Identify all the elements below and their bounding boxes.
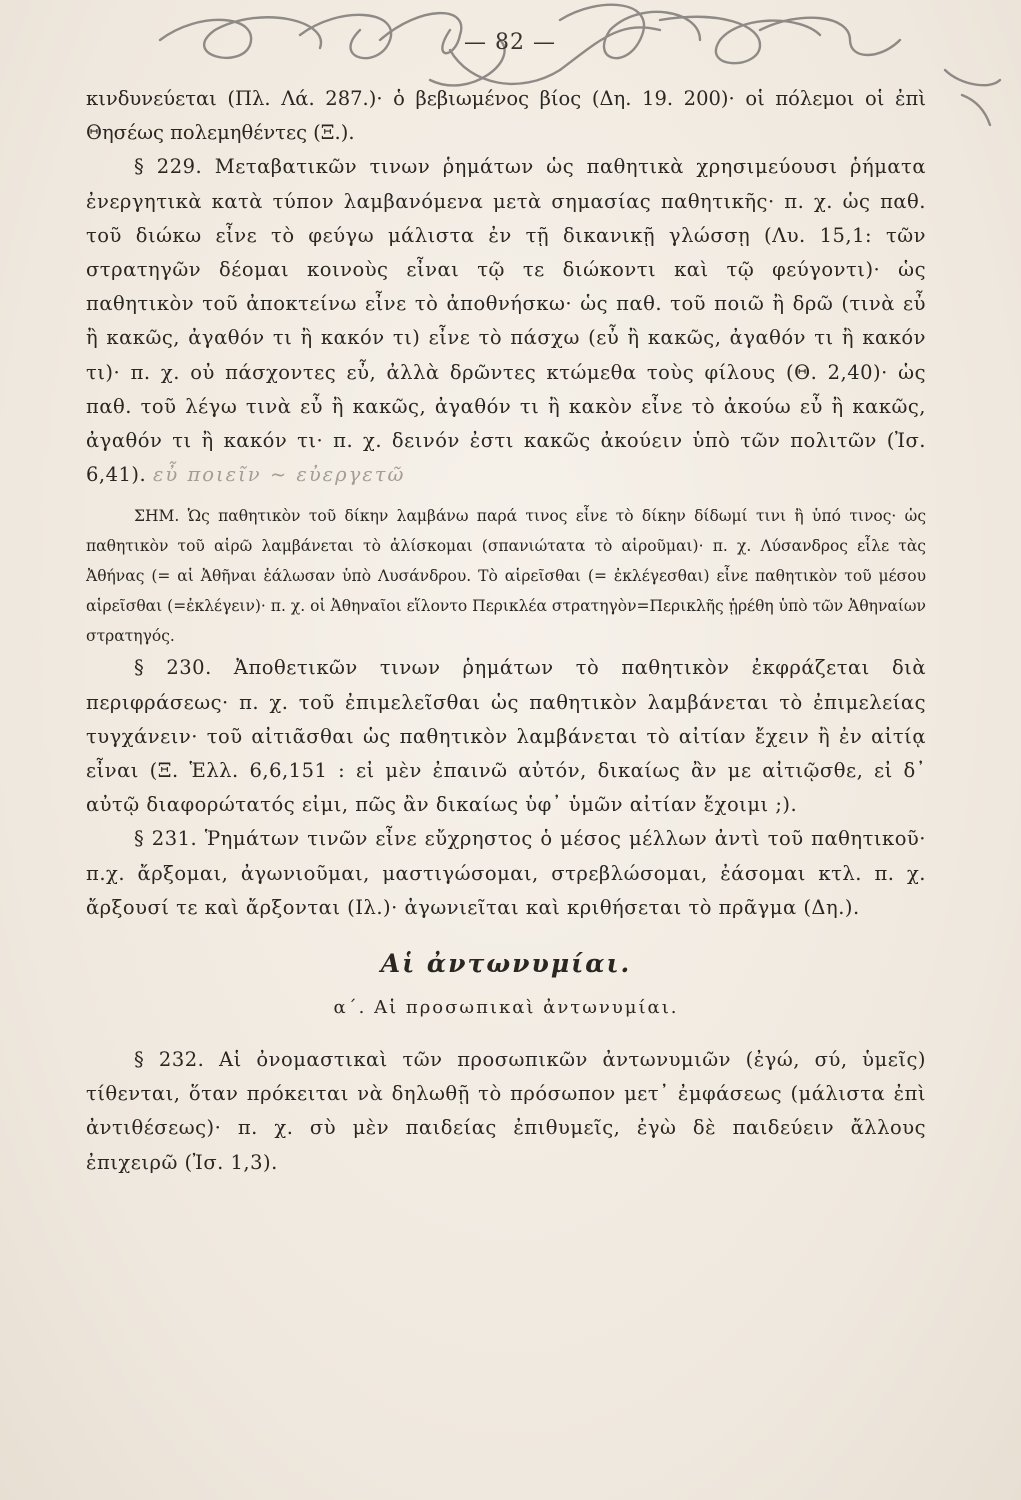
- subheading: α΄. Αἱ προσωπικαὶ ἀντωνυμίαι.: [333, 997, 679, 1019]
- section-232: § 232. Αἱ ὀνομαστικαὶ τῶν προσωπικῶν ἀντωνυμιῶν (ἐγώ, σύ, ὑμεῖς) τίθενται, ὅταν πρόκειται νὰ δηλωθῇ τὸ πρόσωπον μετ᾽ ἐμφάσεως (μάλιστα ἐπὶ ἀντιθέσεως)· π. χ. σὺ μὲν παιδείας ἐπιθυμεῖς, ἐγὼ δὲ παιδεύειν ἄλλους ἐπιχειρῶ (Ἰσ. 1,3).: [86, 1048, 926, 1174]
- paragraph-continuation: κινδυνεύεται (Πλ. Λά. 287.)· ὁ βεβιωμένος βίος (Δη. 19. 200)· οἱ πόλεμοι οἱ ἐπὶ Θησέως πολεμηθέντες (Ξ.).: [86, 87, 926, 145]
- section-231: § 231. Ῥημάτων τινῶν εἶνε εὔχρηστος ὁ μέσος μέλλων ἀντὶ τοῦ παθητικοῦ· π.χ. ἄρξομαι, ἀγωνιοῦμαι, μαστιγώσομαι, στρεβλώσομαι, ἐάσομαι κτλ. π. χ. ἄρξουσί τε καὶ ἄρξονται (Ιλ.)· ἀγωνιεῖται καὶ κριθήσεται τὸ πρᾶγμα (Δη.).: [86, 827, 926, 919]
- body-text: [86, 82, 926, 1180]
- page-number: — 82 —: [464, 30, 556, 55]
- section-230: § 230. Ἀποθετικῶν τινων ῥημάτων τὸ παθητικὸν ἐκφράζεται διὰ περιφράσεως· π. χ. τοῦ ἐπιμελεῖσθαι ὡς παθητικὸν λαμβάνεται τὸ ἐπιμελείας τυγχάνειν· τοῦ αἰτιᾶσθαι ὡς παθητικὸν λαμβάνεται τὸ αἰτίαν ἔχειν ἢ ἐν αἰτίᾳ εἶναι (Ξ. Ἑλλ. 6,6,151 : εἰ μὲν ἐπαινῶ αὐτόν, δικαίως ἂν με αἰτιῷσθε, εἰ δ᾽ αὐτῷ διαφορώτατός εἰμι, πῶς ἂν δικαίως ὑφ᾽ ὑμῶν αἰτίαν ἔχοιμι ;).: [86, 656, 926, 817]
- note-paragraph: ΣΗΜ. Ὡς παθητικὸν τοῦ δίκην λαμβάνω παρά τινος εἶνε τὸ δίκην δίδωμί τινι ἢ ὑπό τινος· ὡς παθητικὸν τοῦ αἱρῶ λαμβάνεται τὸ ἁλίσκομαι (σπανιώτατα τὸ αἱροῦμαι)· π. χ. Λύσανδρος εἷλε τὰς Ἀθήνας (= αἱ Ἀθῆναι ἑάλωσαν ὑπὸ Λυσάνδρου. Τὸ αἱρεῖσθαι (= ἐκλέγεσθαι) εἶνε παθητικὸν τοῦ μέσου αἱρεῖσθαι (=ἐκλέγειν)· π. χ. οἱ Ἀθηναῖοι εἵλοντο Περικλέα στρατηγὸν=Περικλῆς ᾑρέθη ὑπὸ τῶν Ἀθηναίων στρατηγός.: [86, 507, 926, 645]
- pencil-annotation: εὖ ποιεῖν ~ εὐεργετῶ: [152, 463, 406, 487]
- section-229: § 229. Μεταβατικῶν τινων ῥημάτων ὡς παθητικὰ χρησιμεύουσι ῥήματα ἐνεργητικὰ κατὰ τύπον λαμβανόμενα μετὰ σημασίας παθητικῆς· π. χ. ὡς παθ. τοῦ διώκω εἶνε τὸ φεύγω μάλιστα ἐν τῇ δικανικῇ γλώσσῃ (Λυ. 15,1: τῶν στρατηγῶν δέομαι κοινοὺς εἶναι τῷ τε διώκοντι καὶ τῷ φεύγοντι)· ὡς παθητικὸν τοῦ ἀποκτείνω εἶνε τὸ ἀποθνήσκω· ὡς παθ. τοῦ ποιῶ ἢ δρῶ (τινὰ εὖ ἢ κακῶς, ἀγαθόν τι ἢ κακόν τι) εἶνε τὸ πάσχω (εὖ ἢ κακῶς, ἀγαθόν τι ἢ κακόν τι)· π. χ. οὐ πάσχοντες εὖ, ἀλλὰ δρῶντες κτώμεθα τοὺς φίλους (Θ. 2,40)· ὡς παθ. τοῦ λέγω τινὰ εὖ ἢ κακῶς, ἀγαθόν τι ἢ κακὸν εἶνε τὸ ἀκούω εὖ ἢ κακῶς, ἀγαθόν τι ἢ κακόν τι· π. χ. δεινόν ἐστι κακῶς ἀκούειν ὑπὸ τῶν πολιτῶν (Ἰσ. 6,41). εὖ ποιεῖν ~ εὐεργετῶ: [86, 155, 926, 487]
- chapter-heading: Αἱ ἀντωνυμίαι.: [380, 949, 632, 979]
